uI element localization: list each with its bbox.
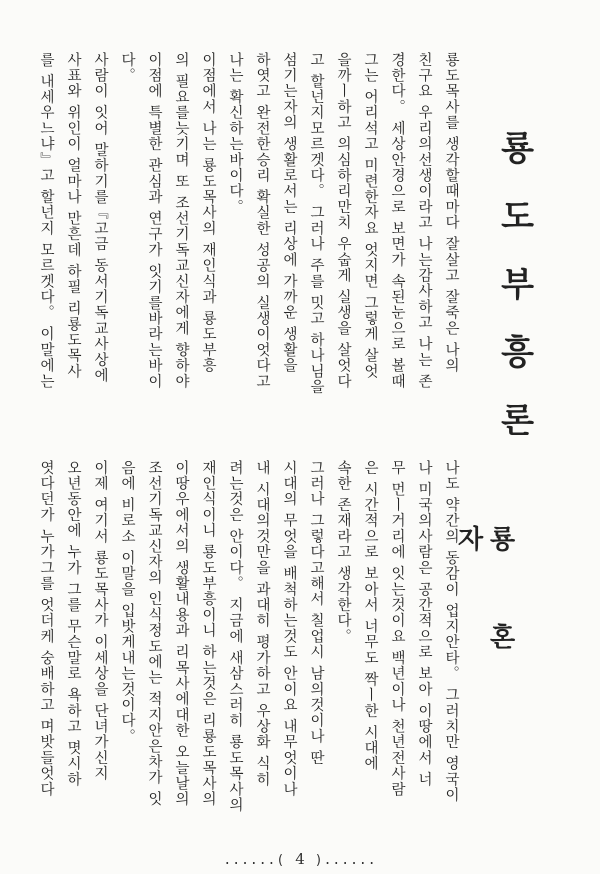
text-column: 고 할넌지모르겟다。 그러나 주를 밋고 하나님을 xyxy=(308,52,324,396)
text-column: 나도 약간의 동감이 업지안타。 그러치만 영국이 xyxy=(443,460,459,804)
footer-dots-right: )...... xyxy=(314,853,377,868)
text-column: 친구요 우리의선생이라고 나는감사하고 나는 존 xyxy=(416,52,432,390)
text-column: 그러나 그렇다고해서 칠업시 남의것이나 딴 xyxy=(308,460,324,766)
text-column: 엿다던가 누가그를 엇더케 숭배하고 며밧들엇다 xyxy=(38,460,54,798)
text-column: 오년동안에 누가 그를 무슨말로 욕하고 몃시하 xyxy=(65,460,81,788)
body-text-lower xyxy=(30,460,460,850)
text-column: 의 필요를늣기며 또 조선기독교신자에게 향하야 xyxy=(173,52,189,390)
author-name: 룡혼자 xyxy=(453,525,515,721)
text-column: 사람이 잇어 말하기를『고금 동서기독교사상에 xyxy=(92,52,108,384)
text-column: 나는 확신하는바이다。 xyxy=(227,52,243,215)
title-block xyxy=(453,70,576,790)
text-column: 나 미국의사람은 공간적으로 보아 이땅에서 너 xyxy=(416,460,432,788)
text-column: 이제 여기서 룡도목사가 이세상을 단녀가신지 xyxy=(92,460,108,782)
text-column: 시대의 무엇을 배척하는것도 안이요 내무엇이나 xyxy=(281,460,297,798)
text-column: 재인식이니 룡도부흥이니 하는것은 리룡도목사의 xyxy=(200,460,216,808)
text-column: 이땅우에서의 생활내용과 리목사에대한 오늘날의 xyxy=(173,460,189,808)
text-column: 경한다。 세상안경으로 보면가 속된눈으로 볼때 xyxy=(389,52,405,390)
text-column: 이점에 특별한 관심과 연구가 잇기를바라는바이 xyxy=(146,52,162,390)
text-column: 려는것은 안이다。 지금에 새삼스러히 룡도목사의 xyxy=(227,460,243,813)
text-column: 내 시대의것만을 과대히 평가하고 우상화 식히 xyxy=(254,460,270,788)
text-column: 그는 어리석고 미련한자요 엇지면 그렇게 살엇 xyxy=(362,52,378,380)
text-column: 다。 xyxy=(119,52,135,84)
text-column: 음에 비로소 이말을 입밧게내는것이다。 xyxy=(119,460,135,745)
text-column: 을까ㅣ하고 의심하리만치 우숩게 실생을 살엇다 xyxy=(335,52,351,390)
text-column: 무 먼ㅣ거리에 잇는것이요 백년이나 천년전사람 xyxy=(389,460,405,798)
text-column: 사표와 위인이 얼마나 만흔데 하필 리룡도목사 xyxy=(65,52,81,380)
article-title: 룡도부흥론 xyxy=(494,130,534,470)
text-column: 은 시간적으로 보아서 너무도 짝ㅣ한 시대에 xyxy=(362,460,378,772)
text-column: 를 내세우느냐』고 할넌지 모르겟다。 이말에는 xyxy=(38,52,54,390)
text-column: 하엿고 완전한승리 확실한 성공의 실생이엇다고 xyxy=(254,52,270,390)
text-column: 속한 존재라고 생각한다。 xyxy=(335,460,351,645)
text-column: 조선기독교신자의 인식정도에는 적지안은차가 잇 xyxy=(146,460,162,808)
page-number: 4 xyxy=(295,850,305,868)
body-text-upper xyxy=(30,52,460,442)
text-column: 섬기는자의 생활로서는 리상에 가까운 생활을 xyxy=(281,52,297,374)
page-footer xyxy=(0,850,600,868)
text-column: 이점에서 나는 룡도목사의 재인식과 룡도부흥 xyxy=(200,52,216,374)
text-column: 룡도목사를 생각할때마다 잘살고 잘죽은 나의 xyxy=(443,52,459,374)
footer-dots-left: ......( xyxy=(223,853,286,868)
